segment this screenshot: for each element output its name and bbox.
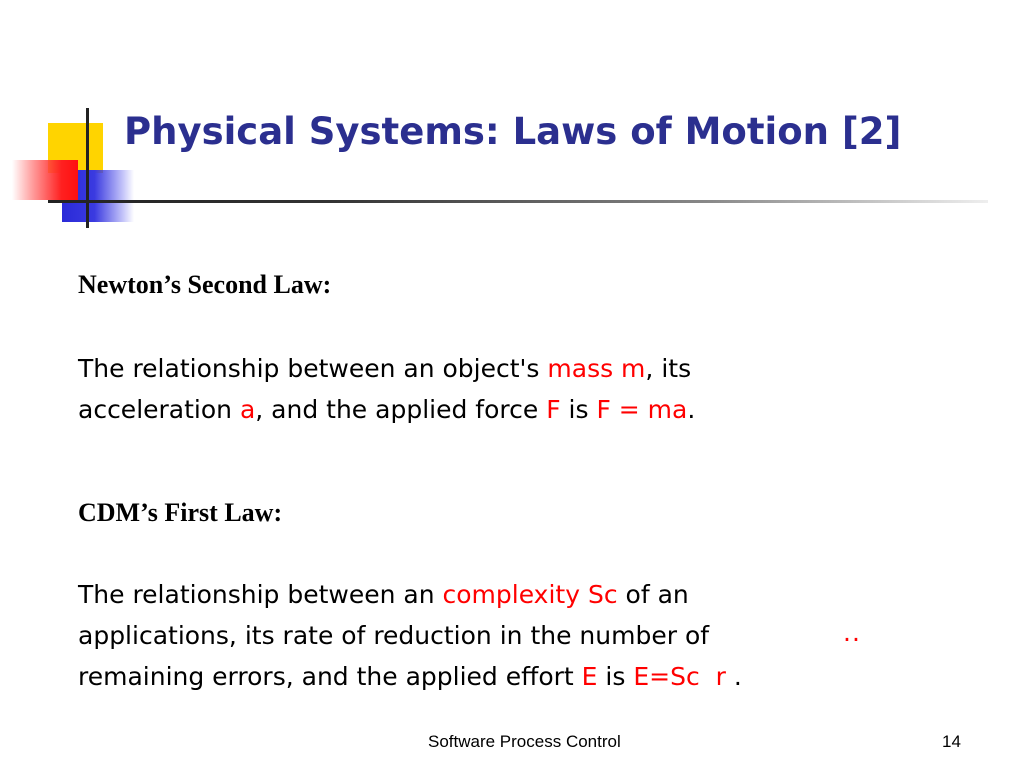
logo-red-square	[12, 160, 78, 200]
r-double-dot: r	[715, 662, 726, 691]
force-term: F	[546, 395, 561, 424]
cdm-law-text	[78, 574, 742, 697]
newton-line-1: The relationship between an object's mass m, its	[78, 354, 692, 383]
logo-vertical-line	[86, 108, 89, 228]
newton-law-heading: Newton’s Second Law:	[78, 270, 332, 299]
cdm-line-3: remaining errors, and the applied effort E is E=Sc r .	[78, 662, 742, 691]
page-number: 14	[942, 732, 961, 751]
slide-title: Physical Systems: Laws of Motion [2]	[124, 110, 902, 153]
title-underline	[48, 200, 988, 203]
newton-law-text	[78, 348, 695, 430]
mass-term: mass m	[547, 354, 646, 383]
acceleration-term: a	[239, 395, 256, 424]
footer-title: Software Process Control	[428, 732, 621, 751]
newton-line-2: acceleration a, and the applied force F is F = ma.	[78, 395, 696, 424]
complexity-term: complexity Sc	[442, 580, 618, 609]
double-dot-accent: ..	[843, 618, 861, 647]
cdm-law-heading: CDM’s First Law:	[78, 498, 283, 527]
effort-term: E	[581, 662, 598, 691]
cdm-line-2: applications, its rate of reduction in the number of	[78, 621, 710, 650]
cdm-line-1: The relationship between an complexity Sc of an	[78, 580, 689, 609]
formula-f-ma: F = ma	[596, 395, 688, 424]
formula-e-sc: E=Sc	[633, 662, 700, 691]
